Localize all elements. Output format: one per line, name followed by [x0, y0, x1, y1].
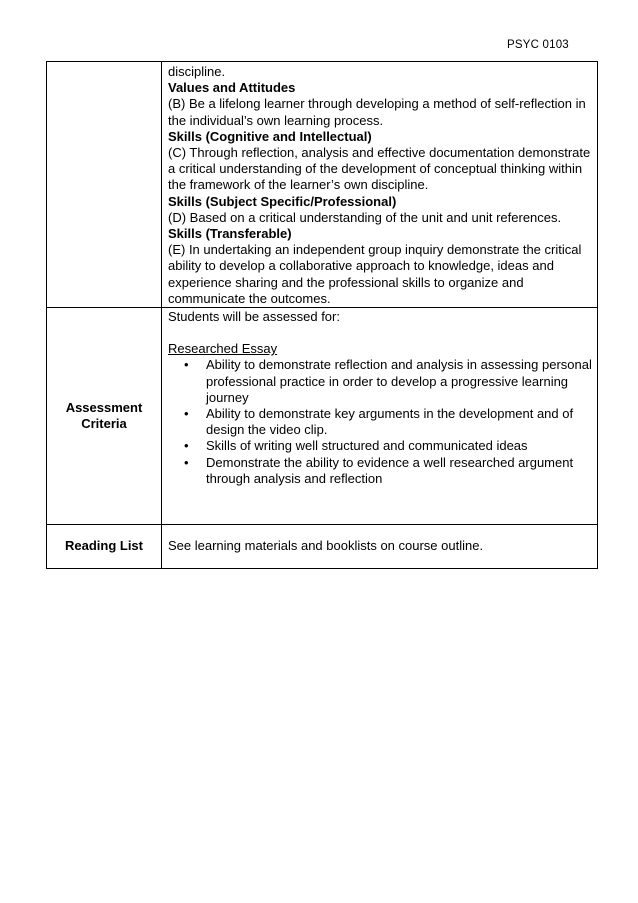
bullet-text: Demonstrate the ability to evidence a well researched argument through analysis and reflection — [206, 454, 574, 486]
outcome-heading-subject: Skills (Subject Specific/Professional) — [168, 193, 397, 209]
reading-list-cell: See learning materials and booklists on course outline. — [162, 525, 598, 569]
outcome-heading-transferable: Skills (Transferable) — [168, 226, 292, 242]
list-item — [184, 406, 592, 438]
bullet-icon: • — [184, 357, 189, 373]
outcome-c: (C) Through reflection, analysis and effective documentation demonstrate a critical understanding of the development of conceptual thinking within the framework of the learner’s own discipline. — [168, 145, 591, 193]
learning-outcomes-cell — [162, 62, 598, 308]
assessment-criteria-cell — [162, 308, 598, 525]
outcome-d: (D) Based on a critical understanding of the unit and unit references. — [168, 209, 562, 225]
bullet-icon: • — [184, 438, 189, 454]
reading-list-row — [47, 525, 598, 569]
outcome-b: (B) Be a lifelong learner through developing a method of self-reflection in the individual’s own learning process. — [168, 96, 586, 128]
learning-outcomes-row — [47, 62, 598, 308]
list-item — [184, 357, 592, 406]
assessment-subheading: Researched Essay — [168, 341, 278, 357]
bullet-text: Skills of writing well structured and communicated ideas — [206, 438, 528, 454]
outcome-line: discipline. — [168, 64, 226, 79]
list-item — [184, 438, 592, 454]
assessment-criteria-label: Assessment Criteria — [47, 308, 162, 525]
course-code: PSYC 0103 — [507, 39, 569, 51]
bullet-text: Ability to demonstrate reflection and analysis in assessing personal professional practice in order to develop a progressive learning journey — [206, 357, 592, 405]
reading-list-label: Reading List — [47, 525, 162, 569]
row-label-empty — [47, 62, 162, 308]
assessment-row — [47, 308, 598, 525]
bullet-text: Ability to demonstrate key arguments in the development and of design the video clip. — [206, 406, 574, 438]
outcome-heading-values: Values and Attitudes — [168, 80, 296, 96]
bullet-icon: • — [184, 454, 189, 470]
bullet-icon: • — [184, 406, 189, 422]
list-item — [184, 454, 592, 487]
outcome-e: (E) In undertaking an independent group inquiry demonstrate the critical ability to develop a collaborative approach to knowledge, ideas and experience sharing and the professional skills to organize and communicate the outcomes. — [168, 242, 582, 306]
assessment-bullet-list — [168, 357, 592, 487]
outcome-heading-cognitive: Skills (Cognitive and Intellectual) — [168, 128, 372, 144]
module-specification-table — [46, 61, 598, 569]
spacer — [168, 325, 592, 341]
assessment-intro: Students will be assessed for: — [168, 309, 340, 325]
